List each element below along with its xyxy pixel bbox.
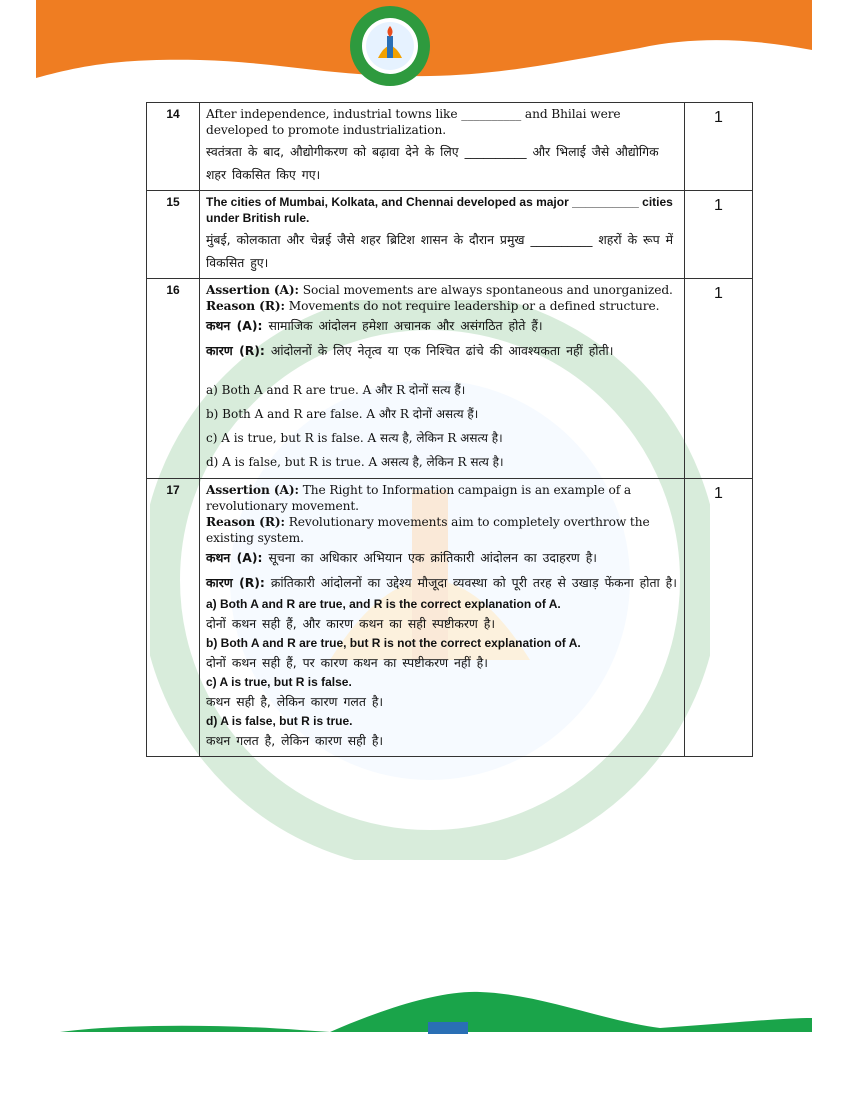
question-number: 14 [147,103,200,191]
question-row [147,279,753,479]
question-text [200,279,685,479]
question-number: 16 [147,279,200,479]
reason-english: Reason (R): Revolutionary movements aim to completely overthrow the existing system. [206,515,650,545]
question-text [200,479,685,757]
option-c-hindi: कथन सही है, लेकिन कारण गलत है। [206,694,384,709]
reason-english: Reason (R): Movements do not require leadership or a defined structure. [206,299,660,313]
question-english: After independence, industrial towns like __________ and Bhilai were developed to promote industrialization. [206,107,621,137]
question-english: The cities of Mumbai, Kolkata, and Chennai developed as major __________ cities under British rule. [206,195,673,225]
question-hindi: स्वतंत्रता के बाद, औद्योगीकरण को बढ़ावा देने के लिए __________ और भिलाई जैसे औद्योगिक शहर विकसित किए गए। [206,144,659,182]
option-d: d) A is false, but R is true. A असत्य है, लेकिन R सत्य है। [206,455,504,469]
question-number: 17 [147,479,200,757]
footer-green-wave [0,990,850,1100]
question-row [147,479,753,757]
option-a-english: a) Both A and R are true, and R is the correct explanation of A. [206,597,561,611]
reason-hindi: कारण (R): क्रांतिकारी आंदोलनों का उद्देश्य मौजूदा व्यवस्था को पूरी तरह से उखाड़ फेंकना होता है। [206,575,677,590]
option-b: b) Both A and R are false. A और R दोनों असत्य हैं। [206,407,479,421]
question-row [147,191,753,279]
assertion-hindi: कथन (A): सूचना का अधिकार अभियान एक क्रांतिकारी आंदोलन का उदाहरण है। [206,550,597,565]
assertion-hindi: कथन (A): सामाजिक आंदोलन हमेशा अचानक और असंगठित होते हैं। [206,318,543,333]
assertion-english: Assertion (A): The Right to Information campaign is an example of a revolutionary movement. [206,483,632,513]
option-c-english: c) A is true, but R is false. [206,675,352,689]
question-table [146,102,753,757]
option-d-english: d) A is false, but R is true. [206,714,353,728]
option-c: c) A is true, but R is false. A सत्य है, लेकिन R असत्य है। [206,431,503,445]
assertion-english: Assertion (A): Social movements are always spontaneous and unorganized. [206,283,673,297]
question-marks: 1 [685,479,753,757]
question-hindi: मुंबई, कोलकाता और चेन्नई जैसे शहर ब्रिटिश शासन के दौरान प्रमुख __________ शहरों के रूप में विकसित हुए। [206,232,674,270]
option-a: a) Both A and R are true. A और R दोनों सत्य हैं। [206,383,466,397]
reason-hindi: कारण (R): आंदोलनों के लिए नेतृत्व या एक निश्चित ढांचे की आवश्यकता नहीं होती। [206,343,614,358]
option-b-hindi: दोनों कथन सही हैं, पर कारण कथन का स्पष्टीकरण नहीं है। [206,655,488,670]
question-marks: 1 [685,103,753,191]
board-logo-icon [348,4,432,88]
question-text [200,103,685,191]
question-marks: 1 [685,279,753,479]
question-marks: 1 [685,191,753,279]
option-d-hindi: कथन गलत है, लेकिन कारण सही है। [206,733,384,748]
option-a-hindi: दोनों कथन सही हैं, और कारण कथन का सही स्पष्टीकरण है। [206,616,496,631]
question-row [147,103,753,191]
question-text [200,191,685,279]
question-number: 15 [147,191,200,279]
option-b-english: b) Both A and R are true, but R is not the correct explanation of A. [206,636,581,650]
